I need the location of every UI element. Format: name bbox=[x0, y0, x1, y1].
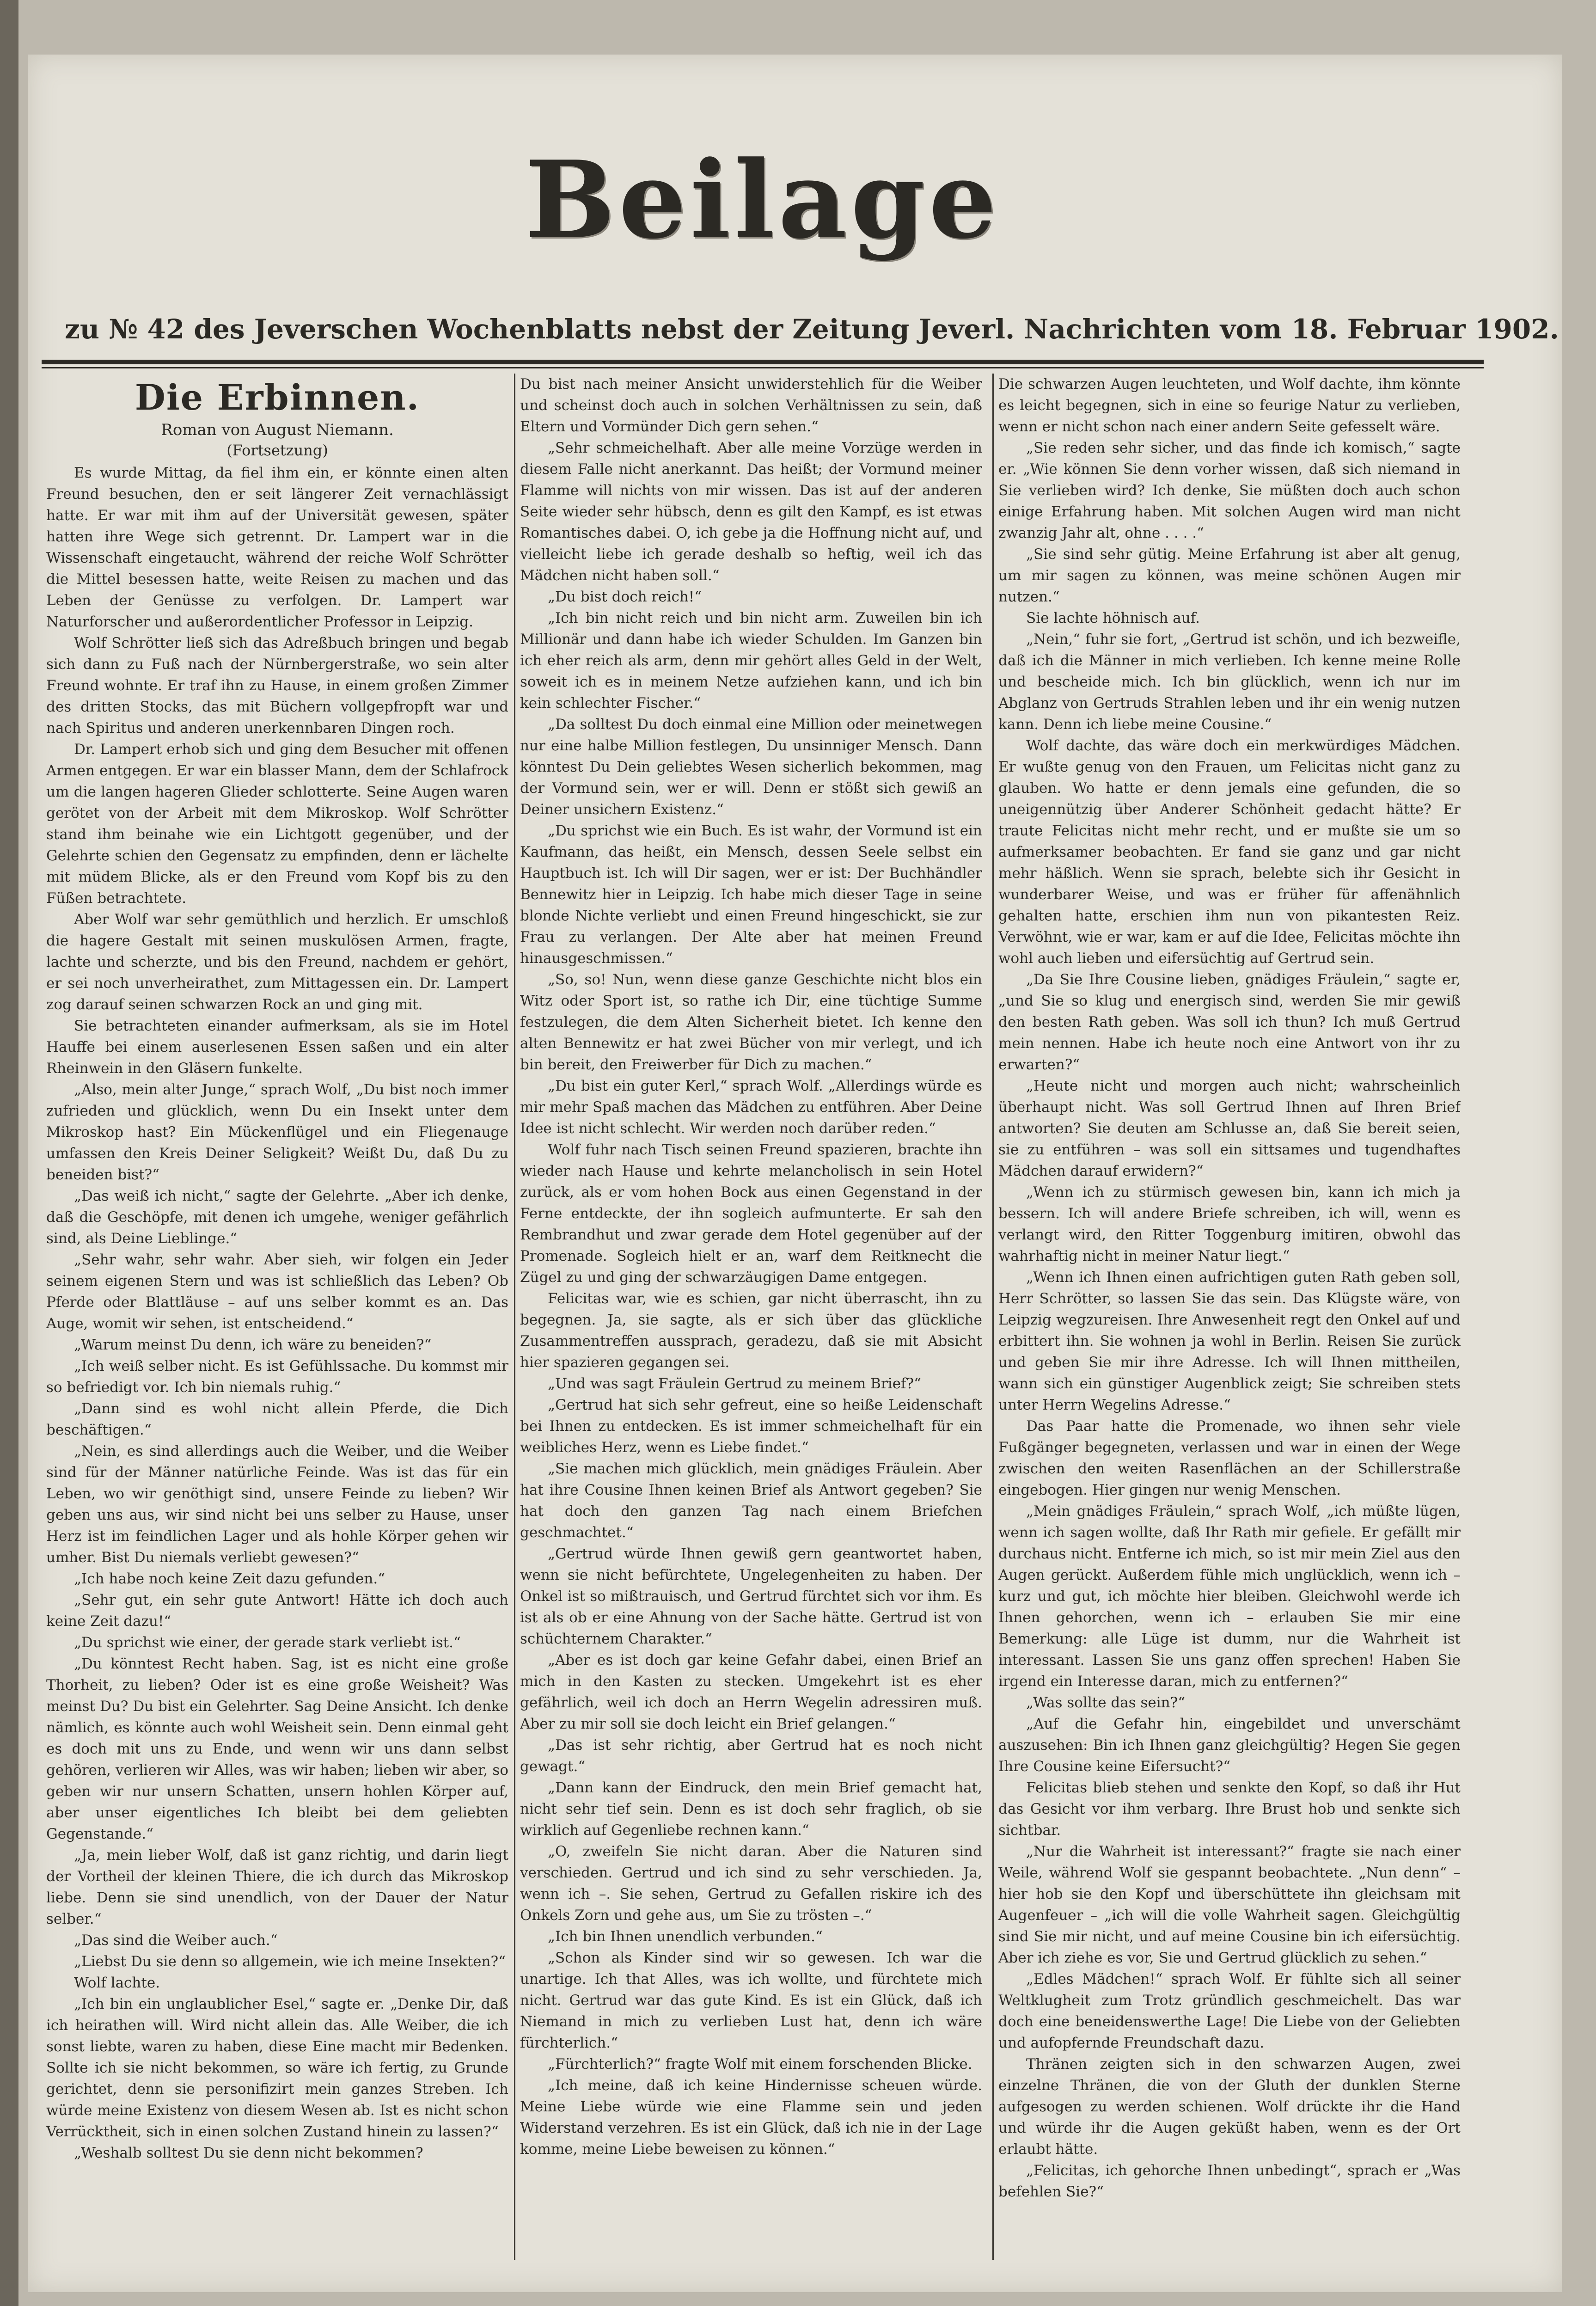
paragraph: „Ja, mein lieber Wolf, daß ist ganz richtig, und darin liegt der Vortheil der kleinen Thiere, die ich durch das Mikroskop liebe. Denn sie sind unendlich, von der Dauer der Natur selber.“ bbox=[46, 1847, 508, 1927]
paragraph: „Sie sind sehr gütig. Meine Erfahrung ist aber alt genug, um mir sagen zu können, was meine schönen Augen mir nutzen.“ bbox=[998, 546, 1461, 605]
paragraph: „Nein, es sind allerdings auch die Weiber, und die Weiber sind für der Männer natürliche Feinde. Was ist das für ein Leben, wo wir genöthigt sind, unsere Feinde zu lieben? Wir geben uns aus, wir sind nicht bei uns selber zu Hause, unser Herz ist im feindlichen Lager und als hohle Körper gehen wir umher. Bist Du niemals verliebt gewesen?“ bbox=[46, 1443, 508, 1566]
paragraph: Wolf Schrötter ließ sich das Adreßbuch bringen und begab sich dann zu Fuß nach der Nürnbergerstraße, wo sein alter Freund wohnte. Er traf ihn zu Hause, in einem großen Zimmer des dritten Stocks, das mit Büchern vollgepfropft war und nach Spiritus und anderen unerkennbaren Dingen roch. bbox=[46, 635, 508, 736]
paragraph: Dr. Lampert erhob sich und ging dem Besucher mit offenen Armen entgegen. Er war ein blasser Mann, dem der Schlafrock um die langen hageren Glieder schlotterte. Seine Augen waren gerötet von der Arbeit mit dem Mikroskop. Wolf Schrötter stand ihm beinahe wie ein Lichtgott gegenüber, und der Gelehrte schien den Gegensatz zu empfinden, denn er lächelte mit müdem Blicke, als er den Freund vom Kopf bis zu den Füßen betrachtete. bbox=[46, 741, 508, 907]
paragraph: „Das ist sehr richtig, aber Gertrud hat es noch nicht gewagt.“ bbox=[520, 1737, 982, 1775]
paragraph: „Du sprichst wie ein Buch. Es ist wahr, der Vormund ist ein Kaufmann, das heißt, ein Mensch, dessen Seele selbst ein Hauptbuch ist. Ich will Dir sagen, wer er ist: Der Buchhändler Bennewitz hier in Leipzig. Ich habe mich dieser Tage in seine blonde Nichte verliebt und einen Freund hingeschickt, sie zur Frau zu verlangen. Der Alte aber hat meinen Freund hinausgeschmissen.“ bbox=[520, 822, 982, 967]
paragraph: Sie lachte höhnisch auf. bbox=[1026, 610, 1200, 626]
text-column-1 bbox=[46, 374, 508, 2269]
paragraph: „Weshalb solltest Du sie denn nicht bekommen? bbox=[74, 2145, 423, 2161]
header-rule-thin bbox=[42, 367, 1484, 368]
paragraph: „O, zweifeln Sie nicht daran. Aber die Naturen sind verschieden. Gertrud und ich sind zu sehr verschieden. Ja, wenn ich –. Sie sehen, Gertrud zu Gefallen riskire ich des Onkels Zorn und gehe aus, um Sie zu trösten –.“ bbox=[520, 1843, 982, 1924]
paragraph: „Ich meine, daß ich keine Hindernisse scheuen würde. Meine Liebe würde wie eine Flamme sein und jeden Widerstand verzehren. Es ist ein Glück, daß ich nie in der Lage komme, meine Liebe beweisen zu können.“ bbox=[520, 2077, 982, 2158]
paragraph: „Dann sind es wohl nicht allein Pferde, die Dich beschäftigen.“ bbox=[46, 1400, 508, 1438]
paragraph: „Das weiß ich nicht,“ sagte der Gelehrte. „Aber ich denke, daß die Geschöpfe, mit denen ich umgehe, weniger gefährlich sind, als Deine Lieblinge.“ bbox=[46, 1188, 508, 1247]
header-rule bbox=[42, 360, 1484, 364]
paragraph: „Auf die Gefahr hin, eingebildet und unverschämt auszusehen: Bin ich Ihnen ganz gleichgültig? Hegen Sie gegen Ihre Cousine keine Eifersucht?“ bbox=[998, 1716, 1461, 1775]
paragraph: „Nein,“ fuhr sie fort, „Gertrud ist schön, und ich bezweifle, daß ich die Männer in mich verlieben. Ich kenne meine Rolle und bescheide mich. Ich bin glücklich, wenn ich nur im Abglanz von Gertruds Strahlen leben und ihr ein wenig nutzen kann. Denn ich liebe meine Cousine.“ bbox=[998, 631, 1461, 733]
paragraph: „Schon als Kinder sind wir so gewesen. Ich war die unartige. Ich that Alles, was ich wollte, und fürchtete mich nicht. Gertrud war das gute Kind. Es ist ein Glück, daß ich Niemand in mich zu verlieben Lust hat, denn ich wäre fürchterlich.“ bbox=[520, 1950, 982, 2051]
article-title: Die Erbinnen. bbox=[135, 377, 420, 418]
paragraph: „Wenn ich zu stürmisch gewesen bin, kann ich mich ja bessern. Ich will andere Briefe schreiben, ich will, wenn es verlangt wird, den Ritter Toggenburg imitiren, obwohl das wahrhaftig nicht in meiner Natur liegt.“ bbox=[998, 1184, 1461, 1264]
paragraph: „Da solltest Du doch einmal eine Million oder meinetwegen nur eine halbe Million festlegen, Du unsinniger Mensch. Dann könntest Du Dein geliebtes Wesen sicherlich bekommen, mag der Vormund sein, wer er will. Denn er stößt sich gewiß an Deiner unsichern Existenz.“ bbox=[520, 716, 982, 818]
paragraph: Wolf lachte. bbox=[74, 1975, 160, 1991]
issue-subline: zu № 42 des Jeverschen Wochenblatts nebst der Zeitung Jeverl. Nachrichten vom 18. Februar 1902. bbox=[65, 313, 1559, 345]
paragraph: „Ich bin nicht reich und bin nicht arm. Zuweilen bin ich Millionär und dann habe ich wieder Schulden. Im Ganzen bin ich eher reich als arm, denn mir gehört alles Geld in der Welt, soweit ich es in meinem Netze aufziehen kann, und ich bin kein schlechter Fischer.“ bbox=[520, 610, 982, 711]
paragraph: „Und was sagt Fräulein Gertrud zu meinem Brief?“ bbox=[548, 1375, 921, 1392]
paragraph: „Sehr gut, ein sehr gute Antwort! Hätte ich doch auch keine Zeit dazu!“ bbox=[46, 1592, 508, 1630]
paragraph: Die schwarzen Augen leuchteten, und Wolf dachte, ihm könnte es leicht begegnen, sich in eine so feurige Natur zu verlieben, wenn er nicht schon nach einer andern Seite gefesselt wäre. bbox=[998, 376, 1461, 435]
paragraph: „Fürchterlich?“ fragte Wolf mit einem forschenden Blicke. bbox=[548, 2056, 972, 2073]
paragraph: „Sehr schmeichelhaft. Aber alle meine Vorzüge werden in diesem Falle nicht anerkannt. Das heißt; der Vormund meiner Flamme will nichts von mir wissen. Das ist auf der anderen Seite wieder sehr hübsch, denn es gilt den Kampf, es ist etwas Romantisches dabei. O, ich gebe ja die Hoffnung nicht auf, und vielleicht liebe ich gerade deshalb so heftig, weil ich das Mädchen nicht haben soll.“ bbox=[520, 440, 982, 584]
paragraph: „Gertrud würde Ihnen gewiß gern geantwortet haben, wenn sie nicht befürchtete, Ungelegenheiten zu haben. Der Onkel ist so mißtrauisch, und Gertrud fürchtet sich vor ihm. Es ist als ob er eine Ahnung von der Sache hätte. Gertrud ist von schüchternem Charakter.“ bbox=[520, 1546, 982, 1647]
article-byline: Roman von August Niemann. bbox=[161, 421, 394, 439]
paragraph: „Felicitas, ich gehorche Ihnen unbedingt“, sprach er „Was befehlen Sie?“ bbox=[998, 2162, 1461, 2200]
paragraph: Wolf fuhr nach Tisch seinen Freund spazieren, brachte ihn wieder nach Hause und kehrte melancholisch in sein Hotel zurück, als er vom hohen Bock aus einen Gegenstand in der Ferne entdeckte, der ihn sogleich aufmunterte. Er sah den Rembrandhut und zwar gerade dem Hotel gegenüber auf der Promenade. Sogleich hielt er an, warf dem Reitknecht die Zügel zu und ging der schwarzäugigen Dame entgegen. bbox=[520, 1141, 982, 1286]
text-column-2 bbox=[520, 374, 982, 2269]
paragraph: Felicitas blieb stehen und senkte den Kopf, so daß ihr Hut das Gesicht vor ihm verbarg. Ihre Brust hob und senkte sich sichtbar. bbox=[998, 1779, 1461, 1839]
paragraph: „Liebst Du sie denn so allgemein, wie ich meine Insekten?“ bbox=[74, 1953, 506, 1970]
paragraph: „Heute nicht und morgen auch nicht; wahrscheinlich überhaupt nicht. Was soll Gertrud Ihnen auf Ihren Brief antworten? Sie deuten am Schlusse an, daß Sie bereit seien, sie zu entführen – was soll ein sittsames und tugendhaftes Mädchen darauf erwidern?“ bbox=[998, 1078, 1461, 1179]
paragraph: Sie betrachteten einander aufmerksam, als sie im Hotel Hauffe bei einem auserlesenen Essen saßen und ein alter Rheinwein in den Gläsern funkelte. bbox=[46, 1018, 508, 1077]
column-divider bbox=[514, 374, 515, 2260]
paragraph: „Sie machen mich glücklich, mein gnädiges Fräulein. Aber hat ihre Cousine Ihnen keinen Brief als Antwort gegeben? Sie hat doch den ganzen Tag nach einem Briefchen geschmachtet.“ bbox=[520, 1460, 982, 1541]
book-spine bbox=[0, 0, 18, 2306]
paragraph: Du bist nach meiner Ansicht unwiderstehlich für die Weiber und scheinst doch auch in solchen Verhältnissen zu sein, daß Eltern und Vormünder Dich gern sehen.“ bbox=[520, 376, 982, 435]
column-divider bbox=[992, 374, 994, 2260]
paragraph: Es wurde Mittag, da fiel ihm ein, er könnte einen alten Freund besuchen, den er seit längerer Zeit vernachlässigt hatte. Er war mit ihm auf der Universität gewesen, später hatten ihre Wege sich getrennt. Dr. Lampert war in die Wissenschaft eingetaucht, während der reiche Wolf Schrötter die Mittel besessen hatte, weite Reisen zu machen und das Leben der Genüsse zu verfolgen. Dr. Lampert war Naturforscher und außerordentlicher Professor in Leipzig. bbox=[46, 465, 508, 630]
paragraph: Aber Wolf war sehr gemüthlich und herzlich. Er umschloß die hagere Gestalt mit seinen muskulösen Armen, fragte, lachte und scherzte, und bis den Freund, nachdem er gehört, er sei noch unverheirathet, zum Mittagessen ein. Dr. Lampert zog darauf seinen schwarzen Rock an und ging mit. bbox=[46, 911, 508, 1013]
paragraph: „Also, mein alter Junge,“ sprach Wolf, „Du bist noch immer zufrieden und glücklich, wenn Du ein Insekt unter dem Mikroskop hast? Ein Mückenflügel und ein Fliegenauge umfassen den Kreis Deiner Seligkeit? Weißt Du, daß Du zu beneiden bist?“ bbox=[46, 1081, 508, 1183]
paragraph: „Ich bin Ihnen unendlich verbunden.“ bbox=[548, 1928, 823, 1945]
paragraph: „Das sind die Weiber auch.“ bbox=[74, 1932, 278, 1949]
paragraph: „Ich habe noch keine Zeit dazu gefunden.“ bbox=[74, 1570, 385, 1587]
paragraph: „Sie reden sehr sicher, und das finde ich komisch,“ sagte er. „Wie können Sie denn vorher wissen, daß sich niemand in Sie verlieben wird? Ich denke, Sie müßten doch auch schon einige Erfahrung haben. Mit solchen Augen wird man nicht zwanzig Jahr alt, ohne . . . .“ bbox=[998, 440, 1461, 541]
paragraph: „Dann kann der Eindruck, den mein Brief gemacht hat, nicht sehr tief sein. Denn es ist doch sehr fraglich, ob sie wirklich auf Gegenliebe rechnen kann.“ bbox=[520, 1779, 982, 1839]
paragraph: „Nur die Wahrheit ist interessant?“ fragte sie nach einer Weile, während Wolf sie gespannt beobachtete. „Nun denn“ – hier hob sie den Kopf und überschüttete ihn gleichsam mit Augenfeuer – „ich will die volle Wahrheit sagen. Gleichgültig sind Sie mir nicht, und auf meine Cousine bin ich eifersüchtig. Aber ich ziehe es vor, Sie und Gertrud glücklich zu sehen.“ bbox=[998, 1843, 1461, 1966]
paragraph: „Du bist doch reich!“ bbox=[548, 589, 702, 605]
paragraph: „Was sollte das sein?“ bbox=[1026, 1694, 1186, 1711]
paragraph: „Warum meinst Du denn, ich wäre zu beneiden?“ bbox=[74, 1337, 432, 1353]
masthead-title: Beilage bbox=[525, 138, 1000, 263]
paragraph: Wolf dachte, das wäre doch ein merkwürdiges Mädchen. Er wußte genug von den Frauen, um Felicitas nicht ganz zu glauben. Wo hatte er denn jemals eine gefunden, die so uneigennützig über Anderer Schönheit gedacht hätte? Er traute Felicitas nicht mehr recht, und er mußte sie um so aufmerksamer beobachten. Er fand sie ganz und gar nicht mehr häßlich. Wenn sie sprach, belebte sich ihr Gesicht in wunderbarer Weise, und was er früher für affenähnlich gehalten hatte, erschien ihm nun von pikantesten Reiz. Verwöhnt, wie er war, kam er auf die Idee, Felicitas möchte ihn wohl auch lieben und eifersüchtig auf Gertrud sein. bbox=[998, 737, 1461, 967]
paragraph: „Sehr wahr, sehr wahr. Aber sieh, wir folgen ein Jeder seinem eigenen Stern und was ist schließlich das Leben? Ob Pferde oder Blattläuse – auf uns selber kommt es an. Das Auge, womit wir sehen, ist entscheidend.“ bbox=[46, 1251, 508, 1332]
paragraph: „Gertrud hat sich sehr gefreut, eine so heiße Leidenschaft bei Ihnen zu entdecken. Es ist immer schmeichelhaft für ein weibliches Herz, wenn es Liebe findet.“ bbox=[520, 1397, 982, 1456]
paragraph: „Edles Mädchen!“ sprach Wolf. Er fühlte sich all seiner Weltklugheit zum Trotz gründlich geschmeichelt. Das war doch eine beneidenswerthe Lage! Die Liebe von der Geliebten und aufopfernde Freundschaft dazu. bbox=[998, 1971, 1461, 2051]
column-3-body bbox=[998, 374, 1461, 2202]
paragraph: Felicitas war, wie es schien, gar nicht überrascht, ihn zu begegnen. Ja, sie sagte, als er sich über das glückliche Zusammentreffen aussprach, geradezu, daß sie mit Absicht hier spazieren gegangen sei. bbox=[520, 1290, 982, 1371]
article-continuation: (Fortsetzung) bbox=[226, 442, 328, 459]
paragraph: Thränen zeigten sich in den schwarzen Augen, zwei einzelne Thränen, die von der Gluth der dunklen Sterne aufgesogen zu werden schienen. Wolf drückte ihr die Hand und würde ihr die Augen geküßt haben, wenn es der Ort erlaubt hätte. bbox=[998, 2056, 1461, 2158]
paragraph: „Mein gnädiges Fräulein,“ sprach Wolf, „ich müßte lügen, wenn ich sagen wollte, daß Ihr Rath mir gefiele. Er gefällt mir durchaus nicht. Entferne ich mich, so ist mir mein Ziel aus den Augen gerückt. Außerdem fühle mich unglücklich, wenn ich – kurz und gut, ich möchte hier bleiben. Gleichwohl werde ich Ihnen gehorchen, wenn ich – erlauben Sie mir eine Bemerkung: alle Lüge ist dumm, nur die Wahrheit ist interessant. Lassen Sie uns ganz offen sprechen! Haben Sie irgend ein Interesse daran, mich zu entfernen?“ bbox=[998, 1503, 1461, 1690]
paragraph: „Du bist ein guter Kerl,“ sprach Wolf. „Allerdings würde es mir mehr Spaß machen das Mädchen zu entführen. Aber Deine Idee ist nicht schlecht. Wir werden noch darüber reden.“ bbox=[520, 1078, 982, 1137]
paragraph: „Wenn ich Ihnen einen aufrichtigen guten Rath geben soll, Herr Schrötter, so lassen Sie das sein. Das Klügste wäre, von Leipzig wegzureisen. Ihre Anwesenheit regt den Onkel auf und erbittert ihn. Sie wohnen ja wohl in Berlin. Reisen Sie zurück und geben Sie mir ihre Adresse. Ich will Ihnen mittheilen, wann sich ein günstiger Augenblick zeigt; Sie schreiben stets unter Herrn Wegelins Adresse.“ bbox=[998, 1269, 1461, 1413]
paragraph: Das Paar hatte die Promenade, wo ihnen sehr viele Fußgänger begegneten, verlassen und war in einen der Wege zwischen den weiten Rasenflächen an der Schillerstraße eingebogen. Hier gingen nur wenig Menschen. bbox=[998, 1418, 1461, 1498]
newspaper-page bbox=[28, 55, 1562, 2292]
paragraph: „Aber es ist doch gar keine Gefahr dabei, einen Brief an mich in den Kasten zu stecken. Umgekehrt ist es eher gefährlich, weil ich doch an Herrn Wegelin adressiren muß. Aber zu mir soll sie doch leicht ein Brief gelangen.“ bbox=[520, 1652, 982, 1732]
paragraph: „Ich bin ein unglaublicher Esel,“ sagte er. „Denke Dir, daß ich heirathen will. Wird nicht allein das. Alle Weiber, die ich sonst liebte, waren zu haben, diese Eine macht mir Bedenken. Sollte ich sie nicht bekommen, so wäre ich fertig, zu Grunde gerichtet, denn sie personifizirt mein ganzes Streben. Ich würde meine Existenz von diesem Wesen ab. Ist es nicht schon Verrücktheit, sich in einen solchen Zustand hinein zu lassen?“ bbox=[46, 1996, 508, 2140]
paragraph: „Ich weiß selber nicht. Es ist Gefühlssache. Du kommst mir so befriedigt vor. Ich bin niemals ruhig.“ bbox=[46, 1358, 508, 1396]
column-2-body bbox=[520, 374, 982, 2160]
text-column-3 bbox=[998, 374, 1461, 2269]
paragraph: „Du könntest Recht haben. Sag, ist es nicht eine große Thorheit, zu lieben? Oder ist es eine große Weisheit? Was meinst Du? Du bist ein Gelehrter. Sag Deine Ansicht. Ich denke nämlich, es könnte auch wohl Weisheit sein. Denn einmal geht es doch mit uns zu Ende, und wenn wir uns dann selbst gehören, verlieren wir Alles, was wir haben; lieben wir aber, so geben wir nur unsern Schatten, unsern hohlen Körper auf, aber unser eigentliches Ich bleibt bei dem geliebten Gegenstande.“ bbox=[46, 1656, 508, 1842]
paragraph: „So, so! Nun, wenn diese ganze Geschichte nicht blos ein Witz oder Sport ist, so rathe ich Dir, eine tüchtige Summe festzulegen, die dem Alten Sicherheit bietet. Ich kenne den alten Bennewitz er hat zwei Bücher von mir verlegt, und ich bin bereit, den Freiwerber für Dich zu machen.“ bbox=[520, 971, 982, 1073]
paragraph: „Du sprichst wie einer, der gerade stark verliebt ist.“ bbox=[74, 1634, 461, 1651]
paragraph: „Da Sie Ihre Cousine lieben, gnädiges Fräulein,“ sagte er, „und Sie so klug und energisch sind, werden Sie mir gewiß den besten Rath geben. Was soll ich thun? Ich muß Gertrud mein nennen. Habe ich heute noch eine Antwort von ihr zu erwarten?“ bbox=[998, 971, 1461, 1073]
column-1-body bbox=[46, 462, 508, 2164]
